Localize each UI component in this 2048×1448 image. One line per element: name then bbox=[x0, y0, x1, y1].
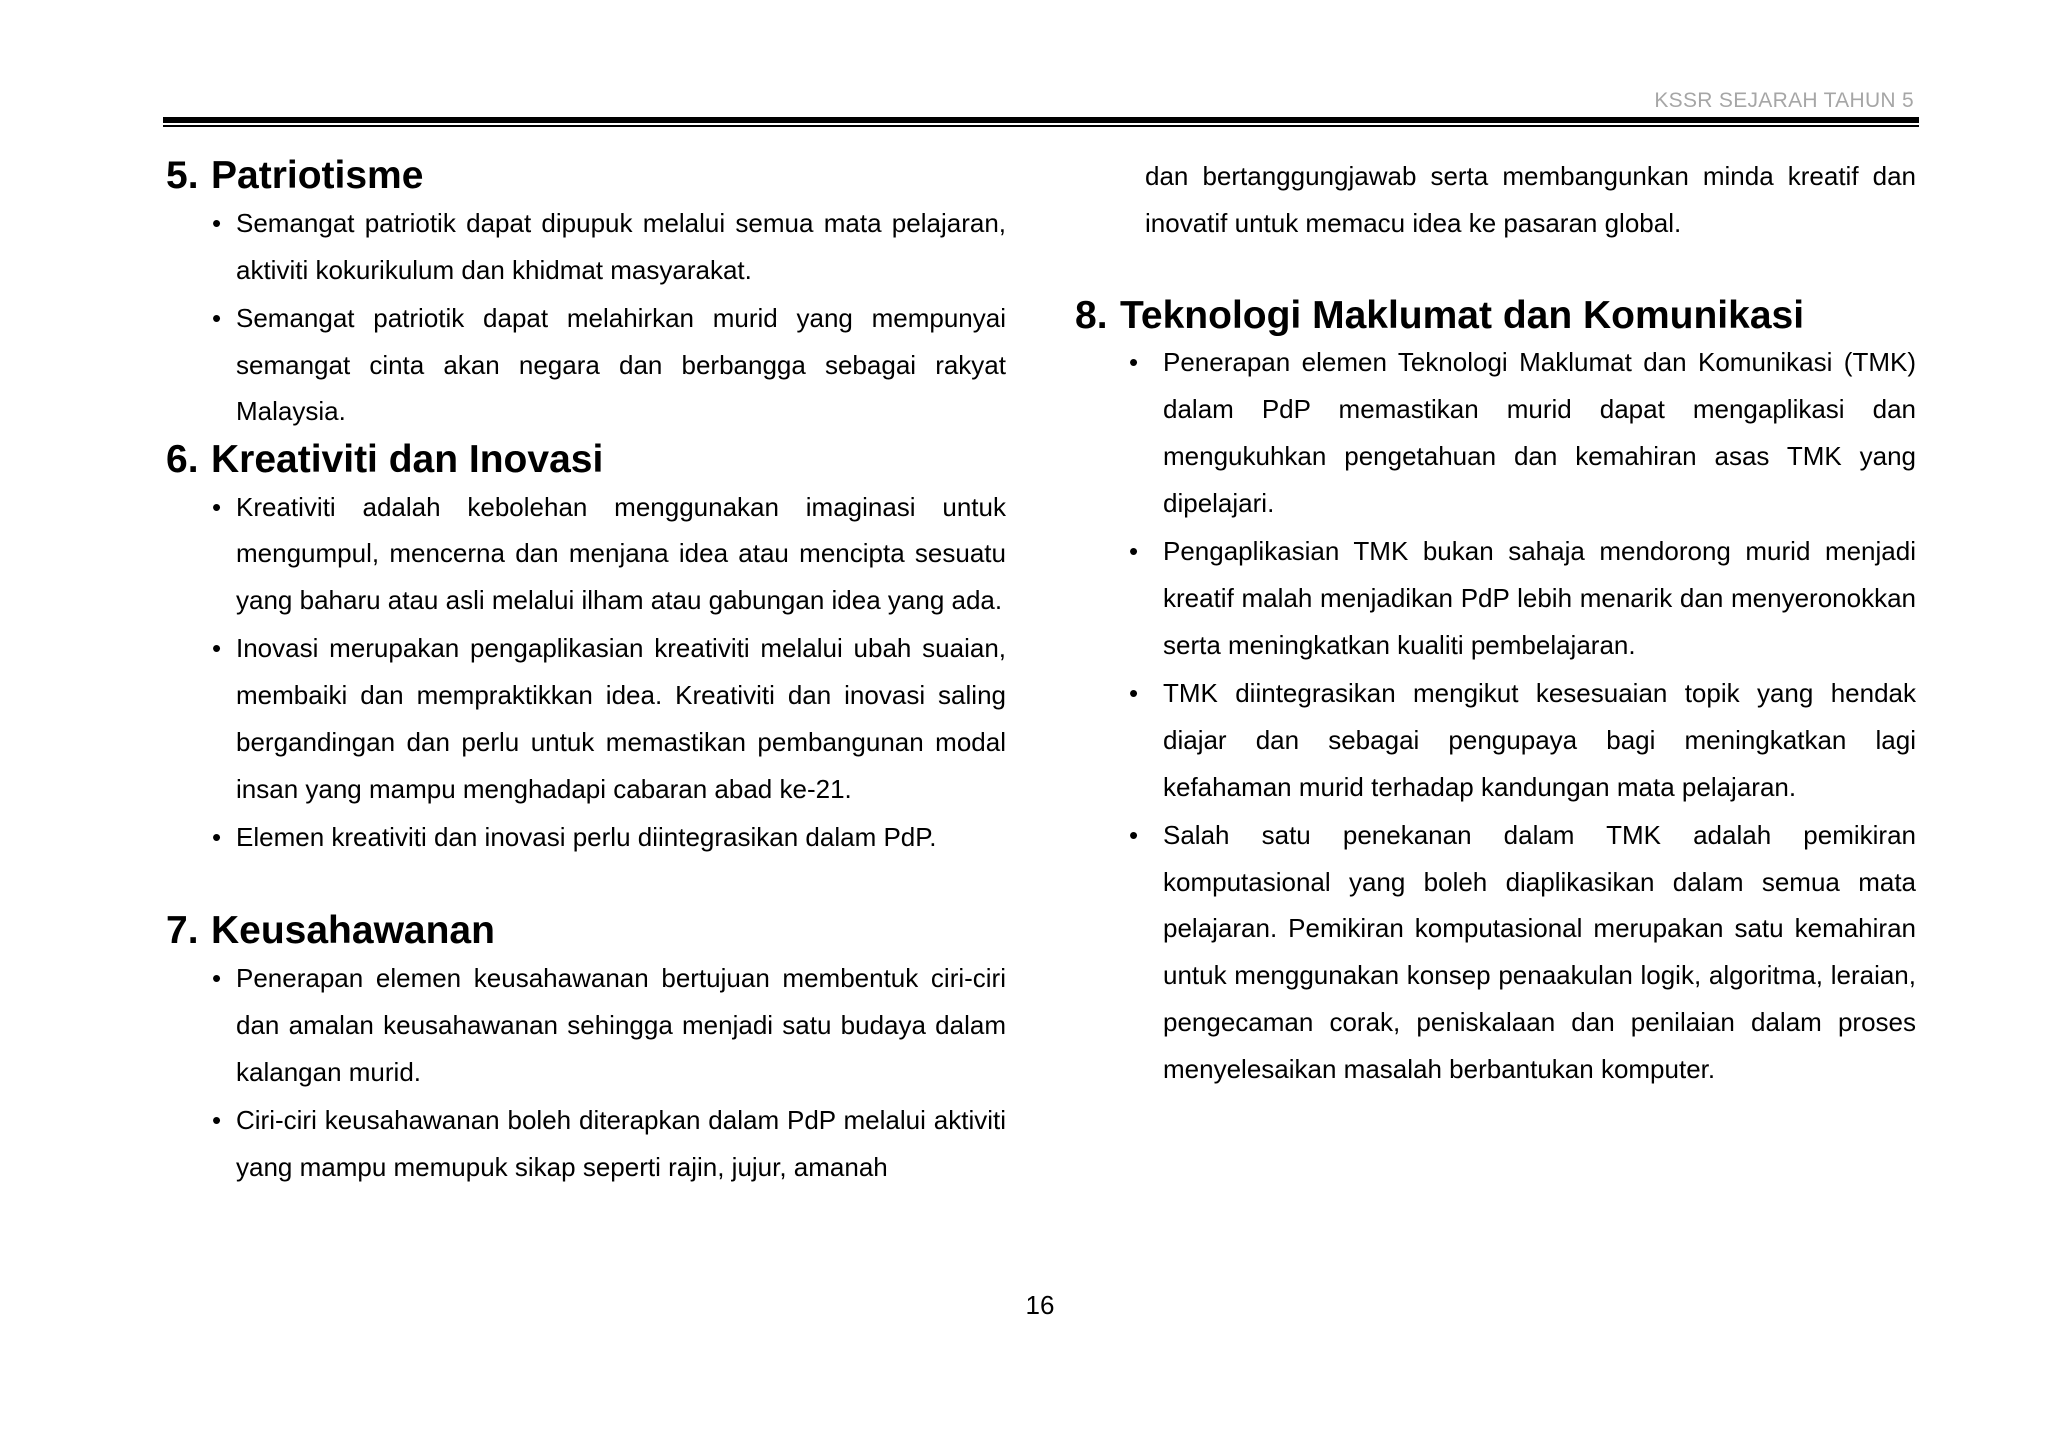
right-column bbox=[1075, 153, 1916, 1094]
section-heading bbox=[166, 153, 1006, 200]
list-item bbox=[166, 200, 1006, 294]
section-tmk bbox=[1075, 293, 1916, 1093]
bullet-icon: • bbox=[212, 1105, 222, 1136]
bullet-list bbox=[1075, 339, 1916, 1092]
section-title: Teknologi Maklumat dan Komunikasi bbox=[1120, 293, 1805, 337]
bullet-icon: • bbox=[1129, 536, 1139, 567]
bullet-icon: • bbox=[212, 822, 222, 853]
bullet-list bbox=[166, 955, 1006, 1190]
list-item bbox=[166, 484, 1006, 624]
continuation-text: dan bertanggungjawab serta membangunkan minda kreatif dan inovatif untuk memacu idea ke pasaran global. bbox=[1145, 161, 1916, 238]
list-item-text: TMK diintegrasikan mengikut kesesuaian topik yang hendak diajar dan sebagai pengupaya bagi meningkatkan lagi kefahaman murid terhadap kandungan mata pelajaran. bbox=[1163, 677, 1916, 802]
list-item-text: Elemen kreativiti dan inovasi perlu diintegrasikan dalam PdP. bbox=[236, 822, 937, 853]
bullet-list bbox=[166, 484, 1006, 861]
list-item-text: Ciri-ciri keusahawanan boleh diterapkan dalam PdP melalui aktiviti yang mampu memupuk sikap seperti rajin, jujur, amanah bbox=[236, 1105, 1006, 1182]
list-item bbox=[1075, 812, 1916, 1093]
bullet-icon: • bbox=[212, 491, 222, 522]
bullet-icon: • bbox=[212, 207, 222, 238]
bullet-icon: • bbox=[212, 963, 222, 994]
header-rule-thin bbox=[163, 125, 1919, 127]
list-item bbox=[1075, 528, 1916, 668]
list-item bbox=[166, 955, 1006, 1095]
section-spacer bbox=[166, 862, 1006, 908]
page-number: 16 bbox=[1025, 1290, 1055, 1320]
section-number: 8. bbox=[1075, 293, 1108, 337]
list-item-text: Inovasi merupakan pengaplikasian kreativiti melalui ubah suaian, membaiki dan mempraktikkan idea. Kreativiti dan inovasi saling bergandingan dan perlu untuk memastikan pembangunan modal insan yang mampu menghadapi cabaran abad ke-21. bbox=[236, 633, 1006, 804]
bullet-icon: • bbox=[1129, 819, 1139, 850]
section-kreativiti-inovasi bbox=[166, 437, 1006, 861]
bullet-list bbox=[166, 200, 1006, 435]
section-heading bbox=[166, 908, 1006, 955]
list-item-text: Penerapan elemen Teknologi Maklumat dan Komunikasi (TMK) dalam PdP memastikan murid dapat mengaplikasi dan mengukuhkan pengetahuan dan kemahiran asas TMK yang dipelajari. bbox=[1163, 347, 1916, 518]
running-header: KSSR SEJARAH TAHUN 5 bbox=[1654, 89, 1914, 112]
section-heading bbox=[1075, 293, 1916, 340]
bullet-icon: • bbox=[1129, 347, 1139, 378]
list-item-text: Kreativiti adalah kebolehan menggunakan imaginasi untuk mengumpul, mencerna dan menjana idea atau mencipta sesuatu yang baharu atau asli melalui ilham atau gabungan idea yang ada. bbox=[236, 491, 1006, 616]
bullet-icon: • bbox=[212, 302, 222, 333]
section-title: Keusahawanan bbox=[211, 909, 495, 953]
bullet-icon: • bbox=[212, 633, 222, 664]
list-item-text: Pengaplikasian TMK bukan sahaja mendorong murid menjadi kreatif malah menjadikan PdP lebih menarik dan menyeronokkan serta meningkatkan kualiti pembelajaran. bbox=[1163, 536, 1916, 660]
bullet-icon: • bbox=[1129, 677, 1139, 708]
header-rule-thick bbox=[163, 117, 1919, 123]
list-item-text: Semangat patriotik dapat dipupuk melalui semua mata pelajaran, aktiviti kokurikulum dan khidmat masyarakat. bbox=[236, 207, 1006, 285]
list-item bbox=[1075, 339, 1916, 526]
section-heading bbox=[166, 437, 1006, 484]
list-item bbox=[166, 295, 1006, 435]
list-item-text: Penerapan elemen keusahawanan bertujuan membentuk ciri-ciri dan amalan keusahawanan sehingga menjadi satu budaya dalam kalangan murid. bbox=[236, 963, 1006, 1087]
section-number: 6. bbox=[166, 437, 199, 481]
section-title: Patriotisme bbox=[211, 154, 424, 197]
list-item bbox=[1075, 670, 1916, 810]
section-keusahawanan bbox=[166, 908, 1006, 1190]
section-title: Kreativiti dan Inovasi bbox=[211, 437, 604, 481]
list-item-text: Semangat patriotik dapat melahirkan murid yang mempunyai semangat cinta akan negara dan berbangga sebagai rakyat Malaysia. bbox=[236, 302, 1006, 427]
list-item bbox=[166, 814, 1006, 861]
left-column bbox=[166, 153, 1006, 1192]
list-item bbox=[166, 625, 1006, 812]
section-patriotisme bbox=[166, 153, 1006, 435]
section-number: 5. bbox=[166, 154, 199, 197]
list-item-text: Salah satu penekanan dalam TMK adalah pemikiran komputasional yang boleh diaplikasikan dalam semua mata pelajaran. Pemikiran komputasional merupakan satu kemahiran untuk menggunakan konsep penaakulan logik, algoritma, leraian, pengecaman corak, peniskalaan dan penilaian dalam proses menyelesaikan masalah berbantukan komputer. bbox=[1163, 819, 1916, 1084]
section-number: 7. bbox=[166, 909, 199, 953]
list-item bbox=[166, 1097, 1006, 1191]
section-spacer bbox=[1075, 247, 1916, 293]
